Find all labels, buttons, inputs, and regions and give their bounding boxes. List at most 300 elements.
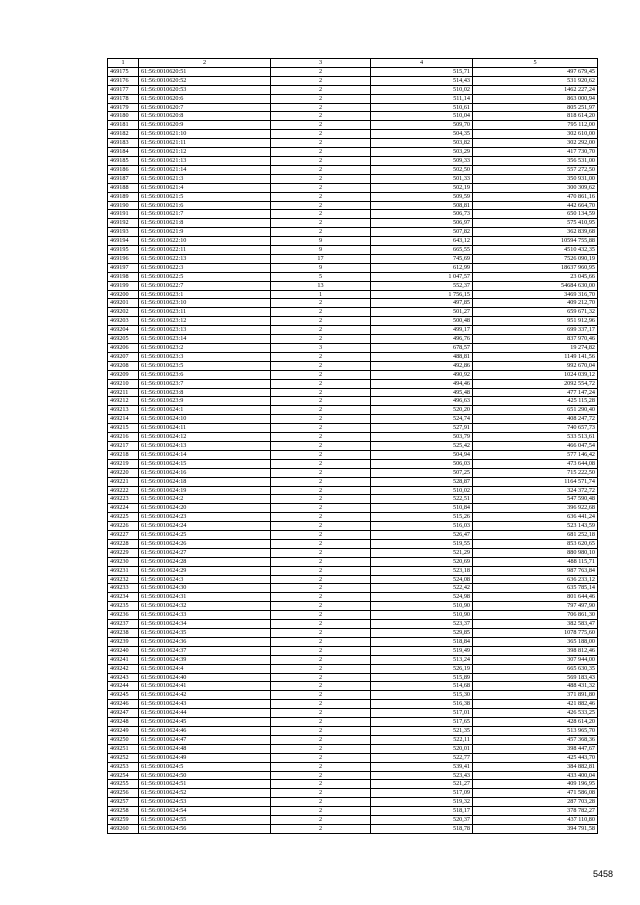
- cell-count: 2: [271, 370, 371, 379]
- cell-row-number: 469221: [108, 477, 139, 486]
- cell-area: 506,73: [371, 210, 473, 219]
- cell-count: 2: [271, 424, 371, 433]
- cell-cadastral-number: 61:56:0010623:6: [139, 370, 271, 379]
- cell-row-number: 469243: [108, 673, 139, 682]
- table-row: [108, 254, 598, 263]
- cell-count: 2: [271, 94, 371, 103]
- cell-cadastral-number: 61:56:0010623:12: [139, 317, 271, 326]
- table-row: [108, 299, 598, 308]
- column-header: 2: [139, 59, 271, 68]
- cell-area: 500,48: [371, 317, 473, 326]
- cell-value: 1164 571,74: [473, 477, 598, 486]
- cell-cadastral-number: 61:56:0010621:12: [139, 148, 271, 157]
- cell-cadastral-number: 61:56:0010624:48: [139, 744, 271, 753]
- cell-area: 496,63: [371, 397, 473, 406]
- cell-area: 525,42: [371, 441, 473, 450]
- cell-area: 519,32: [371, 798, 473, 807]
- cell-count: 2: [271, 85, 371, 94]
- cell-cadastral-number: 61:56:0010620:51: [139, 67, 271, 76]
- cell-value: 19 274,82: [473, 344, 598, 353]
- cell-row-number: 469254: [108, 771, 139, 780]
- cell-cadastral-number: 61:56:0010623:13: [139, 326, 271, 335]
- cell-cadastral-number: 61:56:0010623:9: [139, 397, 271, 406]
- cell-row-number: 469215: [108, 424, 139, 433]
- cell-value: 421 882,46: [473, 700, 598, 709]
- cell-value: 880 980,10: [473, 548, 598, 557]
- cell-area: 522,77: [371, 753, 473, 762]
- cell-count: 2: [271, 557, 371, 566]
- cell-row-number: 469208: [108, 361, 139, 370]
- cell-cadastral-number: 61:56:0010624:44: [139, 709, 271, 718]
- cell-row-number: 469222: [108, 486, 139, 495]
- cell-cadastral-number: 61:56:0010620:8: [139, 112, 271, 121]
- table-row: [108, 673, 598, 682]
- cell-value: 23 045,66: [473, 272, 598, 281]
- table-row: [108, 477, 598, 486]
- cell-count: 2: [271, 602, 371, 611]
- cell-value: 577 146,42: [473, 450, 598, 459]
- cell-row-number: 469252: [108, 753, 139, 762]
- table-row: [108, 513, 598, 522]
- table-row: [108, 67, 598, 76]
- cell-area: 515,26: [371, 513, 473, 522]
- cell-value: 378 782,27: [473, 807, 598, 816]
- cell-value: 853 620,65: [473, 539, 598, 548]
- cell-value: 488 115,71: [473, 557, 598, 566]
- cell-row-number: 469231: [108, 566, 139, 575]
- cell-row-number: 469214: [108, 415, 139, 424]
- cell-row-number: 469181: [108, 121, 139, 130]
- cell-row-number: 469230: [108, 557, 139, 566]
- cell-count: 2: [271, 620, 371, 629]
- cell-area: 526,19: [371, 664, 473, 673]
- cell-area: 524,74: [371, 415, 473, 424]
- cell-count: 2: [271, 379, 371, 388]
- cell-value: 10594 755,88: [473, 237, 598, 246]
- cell-row-number: 469258: [108, 807, 139, 816]
- table-row: [108, 816, 598, 825]
- cell-count: 2: [271, 361, 371, 370]
- table-row: [108, 682, 598, 691]
- cell-count: 2: [271, 165, 371, 174]
- cell-value: 18637 960,95: [473, 263, 598, 272]
- cell-area: 503,29: [371, 148, 473, 157]
- cell-count: 2: [271, 816, 371, 825]
- cell-area: 501,33: [371, 174, 473, 183]
- cell-area: 523,43: [371, 771, 473, 780]
- cell-cadastral-number: 61:56:0010624:46: [139, 726, 271, 735]
- cell-count: 2: [271, 531, 371, 540]
- cell-cadastral-number: 61:56:0010620:52: [139, 76, 271, 85]
- cell-value: 382 583,47: [473, 620, 598, 629]
- table-row: [108, 130, 598, 139]
- cell-area: 509,33: [371, 156, 473, 165]
- cell-value: 466 047,54: [473, 441, 598, 450]
- cell-value: 471 586,08: [473, 789, 598, 798]
- column-header: 1: [108, 59, 139, 68]
- cell-count: 2: [271, 726, 371, 735]
- cell-value: 473 644,08: [473, 459, 598, 468]
- cell-area: 522,51: [371, 495, 473, 504]
- cell-count: 2: [271, 709, 371, 718]
- page-number: 5458: [592, 869, 613, 879]
- cell-row-number: 469206: [108, 344, 139, 353]
- cell-cadastral-number: 61:56:0010624:3: [139, 575, 271, 584]
- cell-value: 396 922,68: [473, 504, 598, 513]
- cell-value: 488 431,32: [473, 682, 598, 691]
- cell-cadastral-number: 61:56:0010624:10: [139, 415, 271, 424]
- cell-area: 501,27: [371, 308, 473, 317]
- cell-count: 2: [271, 771, 371, 780]
- cell-cadastral-number: 61:56:0010623:11: [139, 308, 271, 317]
- column-header: 5: [473, 59, 598, 68]
- cell-row-number: 469240: [108, 646, 139, 655]
- cell-cadastral-number: 61:56:0010624:47: [139, 735, 271, 744]
- cell-row-number: 469249: [108, 726, 139, 735]
- cell-cadastral-number: 61:56:0010624:23: [139, 513, 271, 522]
- cell-area: 520,37: [371, 816, 473, 825]
- cell-row-number: 469226: [108, 522, 139, 531]
- cell-cadastral-number: 61:56:0010623:3: [139, 352, 271, 361]
- cell-value: 437 110,80: [473, 816, 598, 825]
- table-row: [108, 406, 598, 415]
- cell-count: 2: [271, 522, 371, 531]
- cell-row-number: 469191: [108, 210, 139, 219]
- cell-area: 1 756,15: [371, 290, 473, 299]
- cell-value: 699 337,17: [473, 326, 598, 335]
- cell-count: 2: [271, 646, 371, 655]
- cell-row-number: 469229: [108, 548, 139, 557]
- table-row: [108, 762, 598, 771]
- cell-count: 2: [271, 513, 371, 522]
- table-row: [108, 308, 598, 317]
- cell-row-number: 469185: [108, 156, 139, 165]
- cell-value: 863 000,94: [473, 94, 598, 103]
- cell-row-number: 469236: [108, 611, 139, 620]
- cell-count: 2: [271, 67, 371, 76]
- cell-area: 745,69: [371, 254, 473, 263]
- table-row: [108, 655, 598, 664]
- table-row: [108, 664, 598, 673]
- table-row: [108, 388, 598, 397]
- table-row: [108, 281, 598, 290]
- table-row: [108, 611, 598, 620]
- cell-value: 636 233,12: [473, 575, 598, 584]
- table-row: [108, 735, 598, 744]
- cell-row-number: 469245: [108, 691, 139, 700]
- cell-area: 519,55: [371, 539, 473, 548]
- table-row: [108, 246, 598, 255]
- cell-cadastral-number: 61:56:0010624:2: [139, 495, 271, 504]
- cell-value: 706 861,30: [473, 611, 598, 620]
- table-row: [108, 103, 598, 112]
- table-row: [108, 557, 598, 566]
- table-row: [108, 139, 598, 148]
- cell-area: 499,17: [371, 326, 473, 335]
- cell-value: 307 944,00: [473, 655, 598, 664]
- cell-count: 2: [271, 130, 371, 139]
- cell-cadastral-number: 61:56:0010624:45: [139, 718, 271, 727]
- cell-value: 425 443,70: [473, 753, 598, 762]
- cell-count: 2: [271, 611, 371, 620]
- cell-area: 520,01: [371, 744, 473, 753]
- cell-cadastral-number: 61:56:0010621:8: [139, 219, 271, 228]
- cell-cadastral-number: 61:56:0010624:29: [139, 566, 271, 575]
- table-row: [108, 807, 598, 816]
- cell-count: 2: [271, 352, 371, 361]
- cell-value: 3469 316,70: [473, 290, 598, 299]
- cell-area: 513,24: [371, 655, 473, 664]
- cell-area: 678,57: [371, 344, 473, 353]
- cell-row-number: 469199: [108, 281, 139, 290]
- cell-cadastral-number: 61:56:0010624:12: [139, 433, 271, 442]
- cell-cadastral-number: 61:56:0010621:9: [139, 228, 271, 237]
- cell-value: 300 309,62: [473, 183, 598, 192]
- cell-area: 517,01: [371, 709, 473, 718]
- cell-value: 7526 090,19: [473, 254, 598, 263]
- table-row: [108, 317, 598, 326]
- cell-area: 503,79: [371, 433, 473, 442]
- table-row: [108, 780, 598, 789]
- cell-cadastral-number: 61:56:0010624:30: [139, 584, 271, 593]
- cell-value: 837 970,46: [473, 335, 598, 344]
- cell-row-number: 469205: [108, 335, 139, 344]
- cell-row-number: 469228: [108, 539, 139, 548]
- cell-value: 818 614,20: [473, 112, 598, 121]
- cell-value: 951 912,96: [473, 317, 598, 326]
- cell-value: 635 785,14: [473, 584, 598, 593]
- table-row: [108, 753, 598, 762]
- cell-cadastral-number: 61:56:0010621:6: [139, 201, 271, 210]
- cell-value: 665 630,35: [473, 664, 598, 673]
- cell-value: 531 920,62: [473, 76, 598, 85]
- cell-cadastral-number: 61:56:0010624:40: [139, 673, 271, 682]
- table-row: [108, 415, 598, 424]
- cell-area: 502,50: [371, 165, 473, 174]
- cell-row-number: 469244: [108, 682, 139, 691]
- column-header: 4: [371, 59, 473, 68]
- cell-area: 514,68: [371, 682, 473, 691]
- cell-cadastral-number: 61:56:0010622:11: [139, 246, 271, 255]
- cell-cadastral-number: 61:56:0010624:41: [139, 682, 271, 691]
- cell-count: 2: [271, 753, 371, 762]
- cell-row-number: 469210: [108, 379, 139, 388]
- cell-row-number: 469183: [108, 139, 139, 148]
- cell-count: 2: [271, 76, 371, 85]
- cell-row-number: 469192: [108, 219, 139, 228]
- cell-cadastral-number: 61:56:0010624:49: [139, 753, 271, 762]
- cell-cadastral-number: 61:56:0010623:8: [139, 388, 271, 397]
- cell-cadastral-number: 61:56:0010621:3: [139, 174, 271, 183]
- cell-row-number: 469247: [108, 709, 139, 718]
- table-row: [108, 726, 598, 735]
- cell-row-number: 469257: [108, 798, 139, 807]
- cell-area: 497,85: [371, 299, 473, 308]
- cell-area: 1 047,57: [371, 272, 473, 281]
- cell-area: 503,82: [371, 139, 473, 148]
- cell-value: 795 112,00: [473, 121, 598, 130]
- cell-row-number: 469237: [108, 620, 139, 629]
- cell-value: 740 657,73: [473, 424, 598, 433]
- table-row: [108, 459, 598, 468]
- cell-count: 9: [271, 263, 371, 272]
- cell-cadastral-number: 61:56:0010624:56: [139, 824, 271, 833]
- cell-cadastral-number: 61:56:0010624:5: [139, 762, 271, 771]
- cell-value: 523 143,59: [473, 522, 598, 531]
- cell-row-number: 469186: [108, 165, 139, 174]
- cell-area: 494,46: [371, 379, 473, 388]
- cell-value: 1078 775,60: [473, 629, 598, 638]
- cell-row-number: 469201: [108, 299, 139, 308]
- cell-cadastral-number: 61:56:0010624:25: [139, 531, 271, 540]
- cell-count: 2: [271, 780, 371, 789]
- cell-count: 2: [271, 139, 371, 148]
- cell-cadastral-number: 61:56:0010622:5: [139, 272, 271, 281]
- cell-count: 2: [271, 718, 371, 727]
- table-row: [108, 789, 598, 798]
- cell-row-number: 469189: [108, 192, 139, 201]
- cell-count: 2: [271, 415, 371, 424]
- cell-cadastral-number: 61:56:0010622:10: [139, 237, 271, 246]
- cell-count: 2: [271, 762, 371, 771]
- table-row: [108, 637, 598, 646]
- cell-area: 507,82: [371, 228, 473, 237]
- cell-value: 409 196,95: [473, 780, 598, 789]
- cell-area: 517,09: [371, 789, 473, 798]
- cell-row-number: 469211: [108, 388, 139, 397]
- cell-area: 509,59: [371, 192, 473, 201]
- table-row: [108, 771, 598, 780]
- cell-value: 681 252,18: [473, 531, 598, 540]
- table-row: [108, 468, 598, 477]
- cell-count: 2: [271, 673, 371, 682]
- cell-area: 522,42: [371, 584, 473, 593]
- cell-cadastral-number: 61:56:0010624:32: [139, 602, 271, 611]
- cell-area: 504,35: [371, 130, 473, 139]
- header-row: [108, 59, 598, 68]
- cell-value: 409 212,70: [473, 299, 598, 308]
- cell-cadastral-number: 61:56:0010624:43: [139, 700, 271, 709]
- cell-value: 426 533,25: [473, 709, 598, 718]
- cell-value: 398 447,67: [473, 744, 598, 753]
- cell-count: 2: [271, 486, 371, 495]
- cell-value: 533 513,61: [473, 433, 598, 442]
- cell-area: 518,17: [371, 807, 473, 816]
- cell-area: 506,03: [371, 459, 473, 468]
- table-row: [108, 156, 598, 165]
- cell-count: 2: [271, 593, 371, 602]
- cell-count: 1: [271, 290, 371, 299]
- cell-count: 9: [271, 237, 371, 246]
- cell-count: 2: [271, 584, 371, 593]
- cell-row-number: 469202: [108, 308, 139, 317]
- table-row: [108, 486, 598, 495]
- cell-row-number: 469218: [108, 450, 139, 459]
- cell-cadastral-number: 61:56:0010624:50: [139, 771, 271, 780]
- cell-row-number: 469194: [108, 237, 139, 246]
- table-body: [108, 67, 598, 833]
- cell-count: 2: [271, 183, 371, 192]
- cell-value: 324 372,72: [473, 486, 598, 495]
- cell-cadastral-number: 61:56:0010624:34: [139, 620, 271, 629]
- cell-cadastral-number: 61:56:0010624:31: [139, 593, 271, 602]
- cell-area: 524,08: [371, 575, 473, 584]
- cell-area: 510,84: [371, 504, 473, 513]
- cell-area: 612,99: [371, 263, 473, 272]
- cell-value: 433 400,04: [473, 771, 598, 780]
- cell-count: 2: [271, 450, 371, 459]
- cell-row-number: 469232: [108, 575, 139, 584]
- cell-cadastral-number: 61:56:0010620:7: [139, 103, 271, 112]
- cell-cadastral-number: 61:56:0010621:4: [139, 183, 271, 192]
- table-row: [108, 165, 598, 174]
- cell-area: 524,98: [371, 593, 473, 602]
- cell-cadastral-number: 61:56:0010624:15: [139, 459, 271, 468]
- table-row: [108, 700, 598, 709]
- cell-count: 2: [271, 103, 371, 112]
- cell-area: 528,87: [371, 477, 473, 486]
- cell-value: 575 410,95: [473, 219, 598, 228]
- cell-row-number: 469175: [108, 67, 139, 76]
- table-row: [108, 566, 598, 575]
- cell-count: 2: [271, 441, 371, 450]
- cell-cadastral-number: 61:56:0010624:27: [139, 548, 271, 557]
- cell-area: 522,11: [371, 735, 473, 744]
- cell-cadastral-number: 61:56:0010624:16: [139, 468, 271, 477]
- cell-row-number: 469250: [108, 735, 139, 744]
- cell-cadastral-number: 61:56:0010624:39: [139, 655, 271, 664]
- cell-row-number: 469196: [108, 254, 139, 263]
- cell-cadastral-number: 61:56:0010622:7: [139, 281, 271, 290]
- cell-count: 2: [271, 789, 371, 798]
- cell-cadastral-number: 61:56:0010623:5: [139, 361, 271, 370]
- cell-count: 2: [271, 174, 371, 183]
- cell-count: 9: [271, 246, 371, 255]
- table-row: [108, 691, 598, 700]
- cell-row-number: 469233: [108, 584, 139, 593]
- cell-value: 287 703,28: [473, 798, 598, 807]
- table-row: [108, 112, 598, 121]
- cell-count: 2: [271, 637, 371, 646]
- table-row: [108, 718, 598, 727]
- cell-count: 17: [271, 254, 371, 263]
- table-row: [108, 824, 598, 833]
- cell-count: 2: [271, 468, 371, 477]
- cell-cadastral-number: 61:56:0010624:24: [139, 522, 271, 531]
- cell-count: 2: [271, 655, 371, 664]
- cell-row-number: 469227: [108, 531, 139, 540]
- cell-row-number: 469187: [108, 174, 139, 183]
- cell-value: 365 188,00: [473, 637, 598, 646]
- cell-count: 2: [271, 228, 371, 237]
- cell-row-number: 469207: [108, 352, 139, 361]
- cell-value: 1024 039,12: [473, 370, 598, 379]
- table-row: [108, 344, 598, 353]
- cell-count: 2: [271, 121, 371, 130]
- cell-area: 521,27: [371, 780, 473, 789]
- cell-cadastral-number: 61:56:0010622:3: [139, 263, 271, 272]
- cell-count: 2: [271, 664, 371, 673]
- table-row: [108, 744, 598, 753]
- cell-row-number: 469241: [108, 655, 139, 664]
- cell-value: 805 251,97: [473, 103, 598, 112]
- table-row: [108, 263, 598, 272]
- cell-count: 2: [271, 504, 371, 513]
- cell-row-number: 469177: [108, 85, 139, 94]
- cell-row-number: 469190: [108, 201, 139, 210]
- table-row: [108, 326, 598, 335]
- cell-value: 992 670,04: [473, 361, 598, 370]
